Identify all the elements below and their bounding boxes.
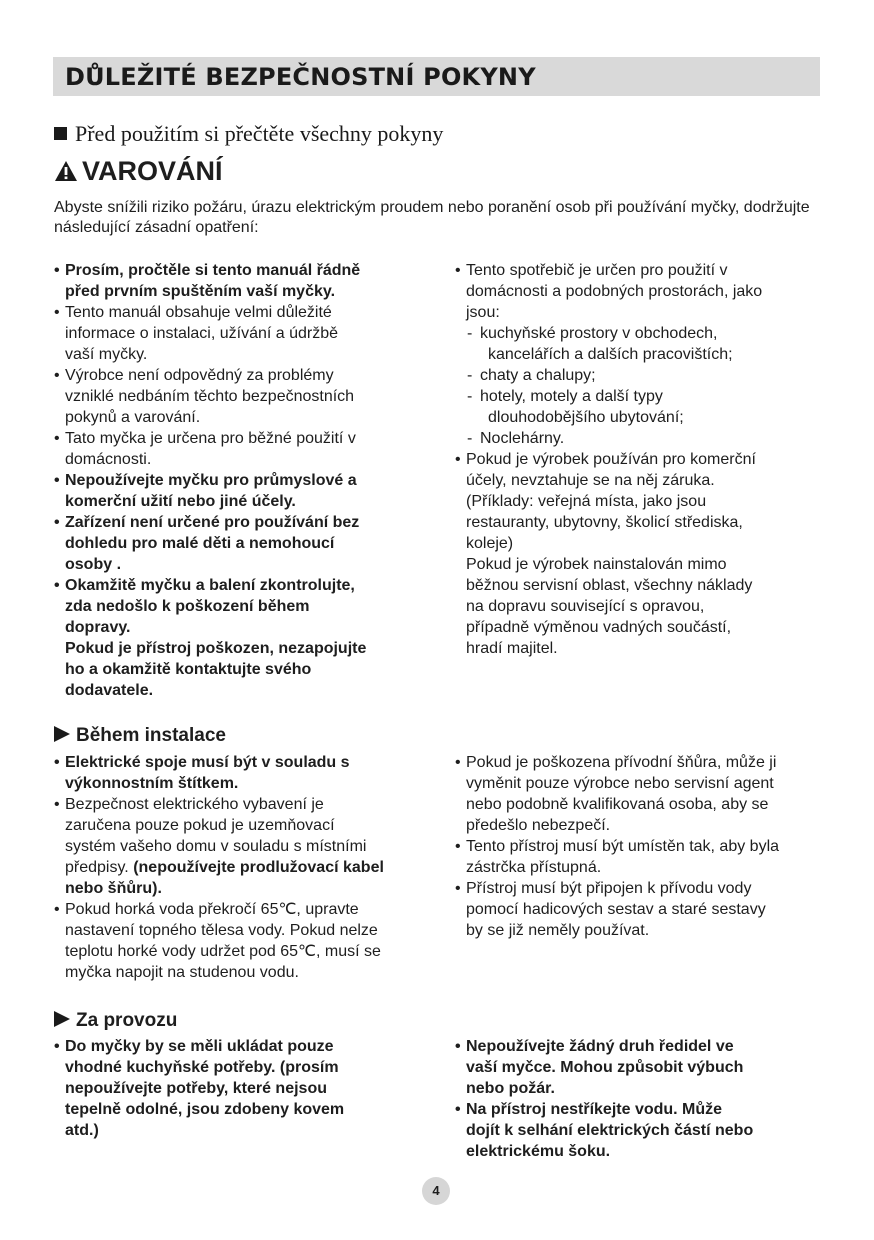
item-text — [65, 470, 434, 512]
item-text — [65, 365, 434, 428]
text-line: komerční užití nebo jiné účely. — [65, 493, 296, 510]
bullet: • — [54, 262, 60, 279]
page-number: 4 — [422, 1177, 450, 1205]
item-text — [466, 836, 840, 878]
warning-heading — [54, 156, 223, 187]
text-line: vzniklé nedbáním těchto bezpečnostních — [65, 388, 355, 405]
item-text: Pokud horká voda překročí 65℃, upravte nastavení topného tělesa vody. Pokud nelze teplotu horké vody udržet pod 65℃, musí se myčka napojit na studenou vodu. — [65, 901, 381, 981]
text-line: nebo podobně kvalifikovaná osoba, aby se — [466, 796, 769, 813]
text-line: osoby . — [65, 556, 122, 573]
item-text — [466, 1036, 840, 1099]
text-line: pomocí hadicových sestav a staré sestavy — [466, 901, 766, 918]
bullet: • — [54, 754, 60, 771]
text-line: vyměnit pouze výrobce nebo servisní agent — [466, 775, 774, 792]
text-line: vaší myčce. Mohou způsobit výbuch — [466, 1059, 744, 1076]
general-right-column — [455, 260, 835, 659]
text-line: Pokud je výrobek nainstalován mimo — [466, 556, 727, 573]
text-line: domácnosti. — [65, 451, 152, 468]
list-item — [54, 470, 434, 512]
text-line: Zařízení není určené pro používání bez — [65, 514, 360, 531]
list-item — [54, 260, 434, 302]
sub-item: - hotely, motely a další typy dlouhodobějšího ubytování; — [467, 388, 684, 426]
text-line: nebo požár. — [466, 1080, 555, 1097]
text-line: Do myčky by se měli ukládat pouze — [65, 1038, 334, 1055]
intro-text: Abyste snížili riziko požáru, úrazu elektrickým proudem nebo poranění osob při používání myčky, dodržujte následující zásadní opatření: — [54, 199, 810, 236]
text-line: případně výměnou vadných součástí, — [466, 619, 732, 636]
item-text — [65, 428, 434, 470]
list-item — [455, 1036, 840, 1099]
list-item — [54, 794, 434, 899]
list-item — [455, 260, 835, 323]
section-heading-operation: Za provozu — [54, 1010, 177, 1032]
item-text — [65, 302, 434, 365]
preface-heading — [54, 121, 443, 147]
sub-item: - Noclehárny. — [467, 430, 565, 447]
text-line: dojít k selhání elektrických částí nebo — [466, 1122, 754, 1139]
list-item — [54, 512, 434, 575]
warning-title: VAROVÁNÍ — [82, 156, 223, 186]
text-line: informace o instalaci, užívání a údržbě — [65, 325, 339, 342]
list-item — [54, 1036, 434, 1141]
item-text — [65, 1036, 434, 1141]
text-line: koleje) — [466, 535, 514, 552]
text-line: účely, nevztahuje se na něj záruka. — [466, 472, 715, 489]
text-line: Na přístroj nestříkejte vodu. Může — [466, 1101, 723, 1118]
sub-item: - kuchyňské prostory v obchodech, kancelářích a dalších pracovištích; — [467, 325, 733, 363]
operation-right-column — [455, 1036, 840, 1162]
text-line: zástrčka přístupná. — [466, 859, 602, 876]
text-line: Okamžitě myčku a balení zkontrolujte, — [65, 577, 355, 594]
bullet: • — [455, 754, 461, 771]
text-line: (Příklady: veřejná místa, jako jsou — [466, 493, 707, 510]
text-line: Pokud je výrobek používán pro komerční — [466, 451, 756, 468]
list-item — [54, 302, 434, 365]
section-heading-installation: Během instalace — [54, 725, 226, 747]
bullet: • — [455, 1038, 461, 1055]
text-line: Prosím, pročtěle si tento manuál řádně — [65, 262, 361, 279]
item-text — [466, 878, 840, 941]
list-item — [455, 449, 835, 659]
text-line: dodavatele. — [65, 682, 154, 699]
text-line: by se již neměly používat. — [466, 922, 650, 939]
text-line: Nepoužívejte myčku pro průmyslové a — [65, 472, 357, 489]
triangle-right-icon — [54, 1011, 70, 1027]
square-bullet-icon — [54, 127, 67, 140]
item-text — [466, 752, 840, 836]
text-line: Pokud je poškozena přívodní šňůra, může ji — [466, 754, 777, 771]
warning-triangle-icon — [54, 160, 78, 182]
list-item — [54, 899, 434, 983]
installation-left-column — [54, 752, 434, 983]
list-item — [455, 752, 840, 836]
text-line: ho a okamžitě kontaktujte svého — [65, 661, 312, 678]
item-text — [65, 575, 434, 701]
item-text — [466, 1099, 840, 1162]
preface-text: Před použitím si přečtěte všechny pokyny — [75, 121, 444, 146]
operation-left-column — [54, 1036, 434, 1141]
text-line: elektrickému šoku. — [466, 1143, 611, 1160]
bullet: • — [455, 262, 461, 279]
text-line: Tento manuál obsahuje velmi důležité — [65, 304, 332, 321]
text-line: atd.) — [65, 1122, 99, 1139]
bullet: • — [54, 430, 60, 447]
item-text — [65, 260, 434, 302]
bullet: • — [455, 880, 461, 897]
bullet: • — [54, 901, 60, 918]
text-line: na dopravu související s opravou, — [466, 598, 705, 615]
text-line: vaší myčky. — [65, 346, 148, 363]
text-line: Výrobce není odpovědný za problémy — [65, 367, 334, 384]
installation-right-column — [455, 752, 840, 941]
text-line: před prvním spuštěním vaší myčky. — [65, 283, 336, 300]
item-text: Bezpečnost elektrického vybavení je zaručena pouze pokud je uzemňovací systém vašeho domu v souladu s místními předpisy. (nepoužívejte prodlužovací kabel nebo šňůru). — [65, 796, 384, 897]
bullet: • — [54, 1038, 60, 1055]
sub-item: - chaty a chalupy; — [467, 367, 596, 384]
text-line: zda nedošlo k poškození během — [65, 598, 310, 615]
text-line: hradí majitel. — [466, 640, 558, 657]
general-left-column — [54, 260, 434, 701]
list-item — [54, 428, 434, 470]
bullet: • — [54, 304, 60, 321]
list-item — [455, 1099, 840, 1162]
text-line: Tato myčka je určena pro běžné použití v — [65, 430, 356, 447]
text-line: vhodné kuchyňské potřeby. (prosím — [65, 1059, 339, 1076]
text-line: dopravy. — [65, 619, 131, 636]
text-line: Nepoužívejte žádný druh ředidel ve — [466, 1038, 734, 1055]
triangle-right-icon — [54, 726, 70, 742]
item-text — [466, 449, 835, 659]
text-line: předešlo nebezpečí. — [466, 817, 611, 834]
list-item — [54, 752, 434, 794]
bullet: • — [455, 838, 461, 855]
text-line: Pokud je přístroj poškozen, nezapojujte — [65, 640, 367, 657]
header-banner — [53, 57, 820, 96]
page-title: DŮLEŽITÉ BEZPEČNOSTNÍ POKYNY — [65, 63, 536, 91]
item-text: Tento spotřebič je určen pro použití v domácnosti a podobných prostorách, jako jsou: — [466, 262, 763, 321]
list-item — [455, 836, 840, 878]
text-line: restauranty, ubytovny, školicí střediska, — [466, 514, 743, 531]
item-text: Elektrické spoje musí být v souladu s výkonnostním štítkem. — [65, 754, 350, 792]
text-line: Přístroj musí být připojen k přívodu vody — [466, 880, 752, 897]
text-line: pokynů a varování. — [65, 409, 201, 426]
list-item — [455, 878, 840, 941]
item-text — [65, 512, 434, 575]
text-line: nepoužívejte potřeby, které nejsou — [65, 1080, 327, 1097]
list-item — [54, 575, 434, 701]
text-line: běžnou servisní oblast, všechny náklady — [466, 577, 753, 594]
list-item — [54, 365, 434, 428]
text-line: dohledu pro malé děti a nemohoucí — [65, 535, 335, 552]
bullet: • — [54, 577, 60, 594]
text-line: Tento přístroj musí být umístěn tak, aby byla — [466, 838, 780, 855]
bullet: • — [54, 367, 60, 384]
bullet: • — [54, 472, 60, 489]
bullet: • — [455, 451, 461, 468]
bullet: • — [54, 796, 60, 813]
bullet: • — [455, 1101, 461, 1118]
bullet: • — [54, 514, 60, 531]
text-line: tepelně odolné, jsou zdobeny kovem — [65, 1101, 345, 1118]
